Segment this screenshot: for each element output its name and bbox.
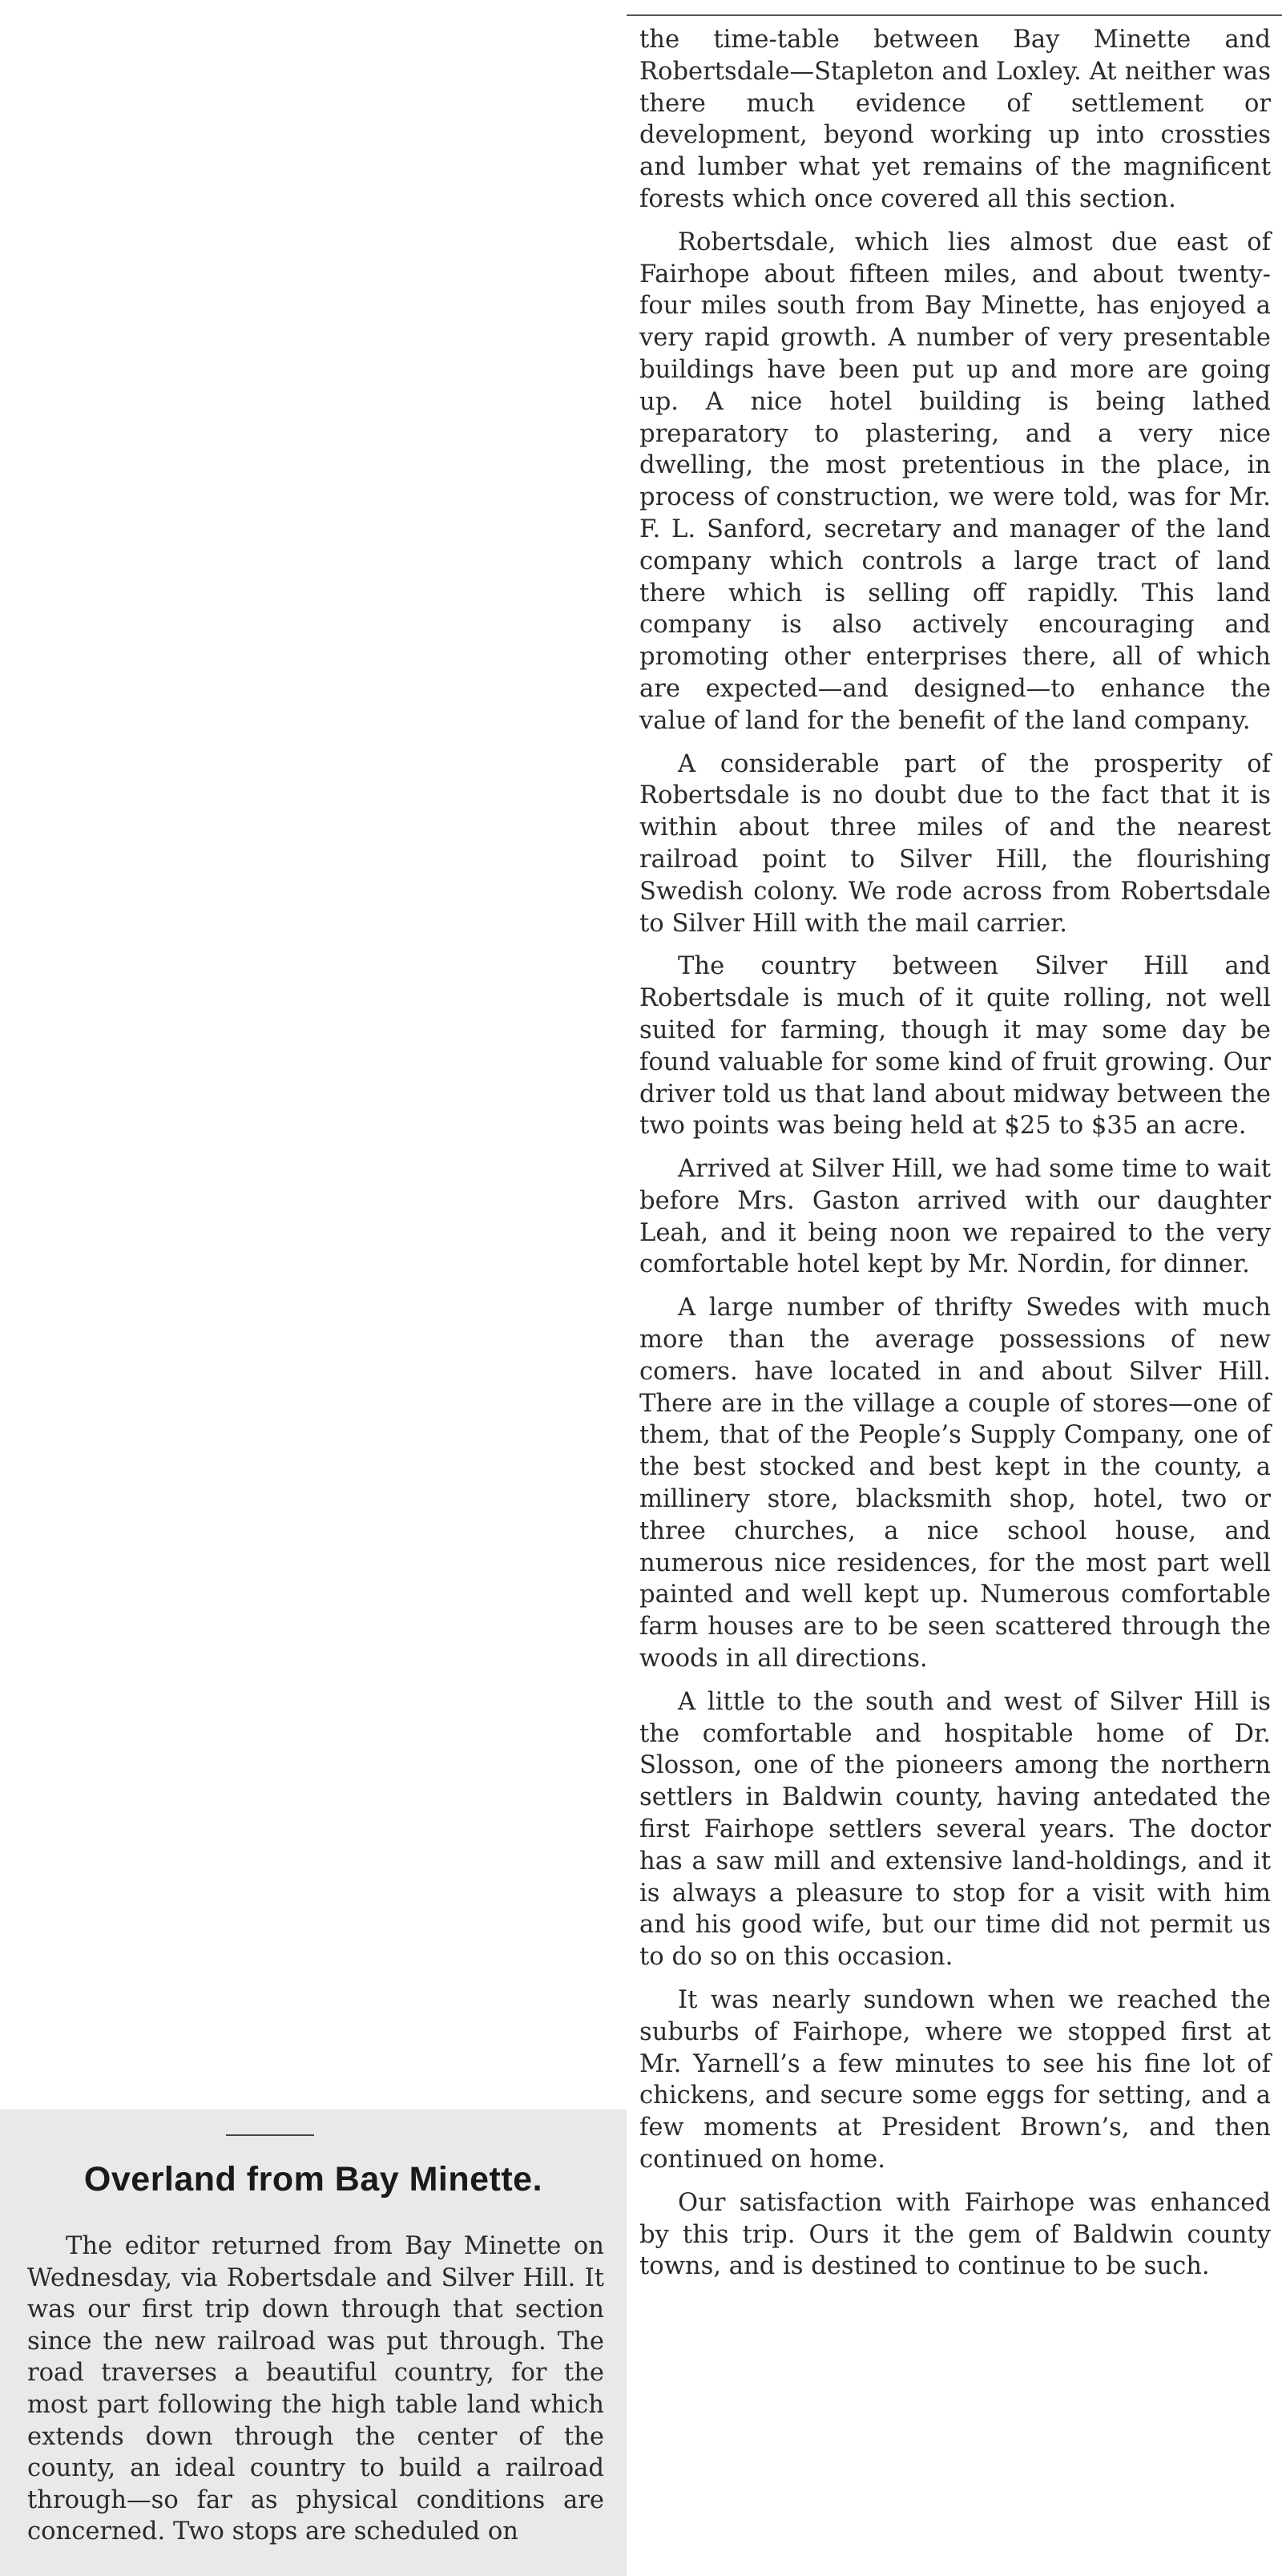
article-paragraph: Arrived at Silver Hill, we had some time to wait before Mrs. Gaston arrived with our daughter Leah, and it being noon we repaired to the very comfortable hotel kept by Mr. Nordin, for dinner. — [639, 1155, 1271, 1279]
column-top-rule — [627, 14, 1282, 16]
right-column-text — [639, 24, 1271, 2294]
article-paragraph: A large number of thrifty Swedes with much more than the average possessions of new comers. have located in and about Silver Hill. There are in the village a couple of stores—one of them, that of the People’s Supply Company, one of the best stocked and best kept in the county, a millinery store, blacksmith shop, hotel, two or three churches, a nice school house, and numerous nice residences, for the most part well painted and well kept up. Numerous comfortable farm houses are to be seen scattered through the woods in all directions. — [639, 1294, 1271, 1674]
blank-page-area — [0, 0, 627, 2110]
article-headline: Overland from Bay Minette. — [83, 2160, 543, 2198]
section-divider — [226, 2134, 314, 2136]
left-column-text — [27, 2231, 604, 2548]
article-paragraph: the time-table between Bay Minette and Robertsdale—Stapleton and Loxley. At neither was there much evidence of settlement or development, beyond working up into crossties and lumber what yet remains of the magnificent forests which once covered all this section. — [639, 26, 1271, 213]
article-paragraph: Robertsdale, which lies almost due east of Fairhope about fifteen miles, and about twenty-four miles south from Bay Minette, has enjoyed a very rapid growth. A number of very presentable buildings have been put up and more are going up. A nice hotel building is being lathed preparatory to plastering, and a very nice dwelling, the most pretentious in the place, in process of construction, we were told, was for Mr. F. L. Sanford, secretary and manager of the land company which controls a large tract of land there which is selling off rapidly. This land company is also actively encouraging and promoting other enterprises there, all of which are expected—and designed—to enhance the value of land for the benefit of the land company. — [639, 228, 1271, 735]
article-paragraph: It was nearly sundown when we reached the suburbs of Fairhope, where we stopped first at Mr. Yarnell’s a few minutes to see his fine lot of chickens, and secure some eggs for setting, and a few moments at President Brown’s, and then continued on home. — [639, 1986, 1271, 2174]
article-paragraph: The editor returned from Bay Minette on Wednesday, via Robertsdale and Silver Hill. It was our first trip down through that section since the new railroad was put through. The road traverses a beautiful country, for the most part following the high table land which extends down through the center of the county, an ideal country to build a railroad through—so far as physical conditions are concerned. Two stops are scheduled on — [27, 2232, 604, 2546]
article-paragraph: The country between Silver Hill and Robertsdale is much of it quite rolling, not well suited for farming, though it may some day be found valuable for some kind of fruit growing. Our driver told us that land about midway between the two points was being held at $25 to $35 an acre. — [639, 952, 1271, 1141]
article-paragraph: A little to the south and west of Silver Hill is the comfortable and hospitable home of Dr. Slosson, one of the pioneers among the northern settlers in Baldwin county, having antedated the first Fairhope settlers several years. The doctor has a saw mill and extensive land-holdings, and it is always a pleasure to stop for a visit with him and his good wife, but our time did not permit us to do so on this occasion. — [639, 1687, 1271, 1972]
article-paragraph: A considerable part of the prosperity of Robertsdale is no doubt due to the fact that it is within about three miles of and the nearest railroad point to Silver Hill, the flourishing Swedish colony. We rode across from Robertsdale to Silver Hill with the mail carrier. — [639, 749, 1271, 938]
article-paragraph: Our satisfaction with Fairhope was enhanced by this trip. Ours it the gem of Baldwin county towns, and is destined to continue to be such. — [639, 2188, 1271, 2281]
